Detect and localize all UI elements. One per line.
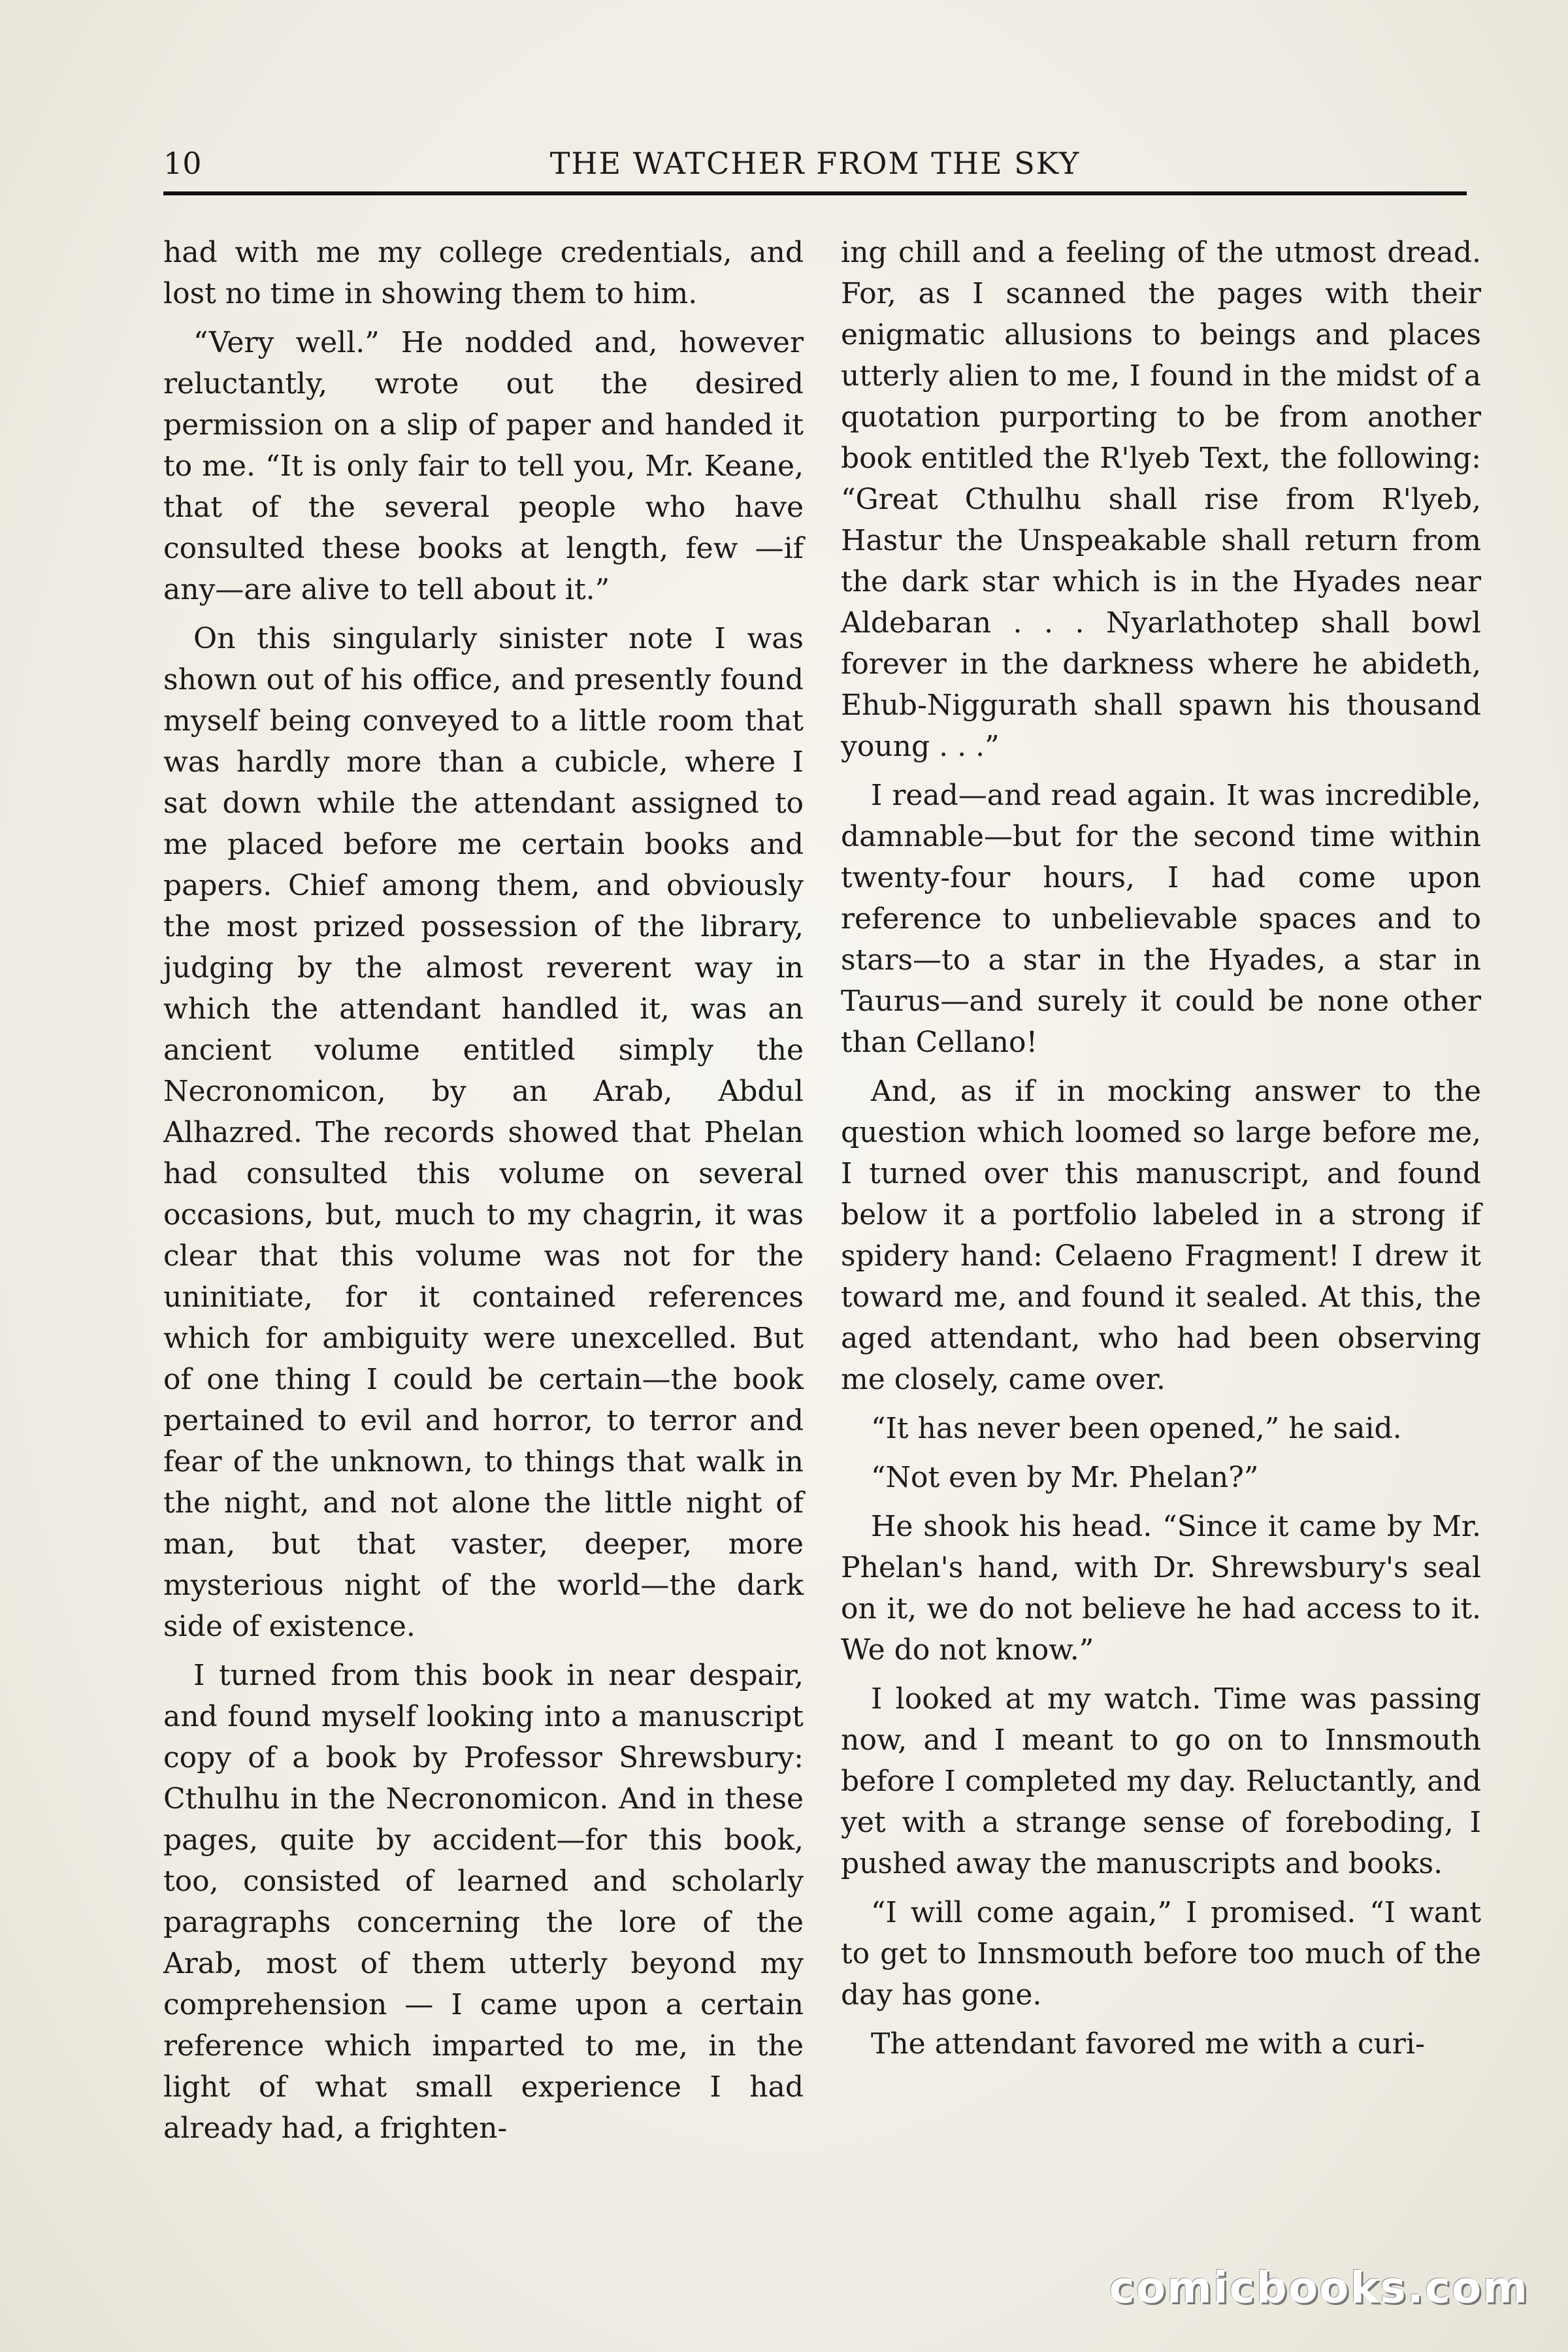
right-column — [841, 232, 1481, 2192]
watermark: comicbooks.com — [1109, 2262, 1529, 2313]
paragraph: “Very well.” He nodded and, however reluctantly, wrote out the desired permission on a slip of paper and handed it to me. “It is only fair to tell you, Mr. Keane, that of the several people who have consulted these books at length, few —if any—are alive to tell about it.” — [163, 326, 804, 606]
page-header — [163, 140, 1467, 186]
paragraph: I turned from this book in near despair, and found myself looking into a manuscript copy of a book by Professor Shrewsbury: Cthulhu in the Necronomicon. And in these pages, quite by accident—for this book, too, consisted of learned and scholarly paragraphs concerning the lore of the Arab, most of them utterly beyond my comprehension — I came upon a certain reference which imparted to me, in the light of what small experience I had already had, a frighten- — [163, 1659, 804, 2145]
paragraph: “Not even by Mr. Phelan?” — [871, 1461, 1259, 1494]
paragraph: On this singularly sinister note I was shown out of his office, and presently found myself being conveyed to a little room that was hardly more than a cubicle, where I sat down while the attendant assigned to me placed before me certain books and papers. Chief among them, and obviously the most prized possession of the library, judging by the almost reverent way in which the attendant handled it, was an ancient volume entitled simply the Necronomicon, by an Arab, Abdul Alhazred. The records showed that Phelan had consulted this volume on several occasions, but, much to my chagrin, it was clear that this volume was not for the uninitiate, for it contained references which for ambiguity were unexcelled. But of one thing I could be certain—the book pertained to evil and horror, to terror and fear of the unknown, to things that walk in the night, and not alone the little night of man, but that vaster, deeper, more mysterious night of the world—the dark side of existence. — [163, 622, 804, 1643]
paragraph: I looked at my watch. Time was passing now, and I meant to go on to Innsmouth before I completed my day. Reluctantly, and yet with a strange sense of foreboding, I pushed away the manuscripts and books. — [841, 1682, 1481, 1880]
paragraph: “It has never been opened,” he said. — [871, 1412, 1402, 1445]
running-title: THE WATCHER FROM THE SKY — [549, 146, 1081, 181]
left-column — [163, 232, 804, 2192]
header-rule — [163, 191, 1467, 195]
paragraph: ing chill and a feeling of the utmost dread. For, as I scanned the pages with their enigmatic allusions to beings and places utterly alien to me, I found in the midst of a quotation purporting to be from another book entitled the R'lyeb Text, the following: “Great Cthulhu shall rise from R'lyeb, Hastur the Unspeakable shall return from the dark star which is in the Hyades near Aldebaran . . . Nyarlathotep shall bowl forever in the darkness where he abideth, Ehub-Niggurath shall spawn his thousand young . . .” — [841, 236, 1481, 763]
page-number: 10 — [163, 146, 202, 181]
paragraph: “I will come again,” I promised. “I want to get to Innsmouth before too much of the day has gone. — [841, 1896, 1481, 2012]
paragraph: And, as if in mocking answer to the question which loomed so large before me, I turned over this manuscript, and found below it a portfolio labeled in a strong if spidery hand: Celaeno Fragment! I drew it toward me, and found it sealed. At this, the aged attendant, who had been observing me closely, came over. — [841, 1075, 1481, 1396]
paragraph: The attendant favored me with a curi- — [871, 2027, 1425, 2061]
paragraph: I read—and read again. It was incredible, damnable—but for the second time within twenty-four hours, I had come upon reference to unbelievable spaces and to stars—to a star in the Hyades, a star in Taurus—and surely it could be none other than Cellano! — [841, 779, 1481, 1059]
paragraph: had with me my college credentials, and lost no time in showing them to him. — [163, 236, 804, 310]
paragraph: He shook his head. “Since it came by Mr. Phelan's hand, with Dr. Shrewsbury's seal on it, we do not believe he had access to it. We do not know.” — [841, 1510, 1481, 1667]
